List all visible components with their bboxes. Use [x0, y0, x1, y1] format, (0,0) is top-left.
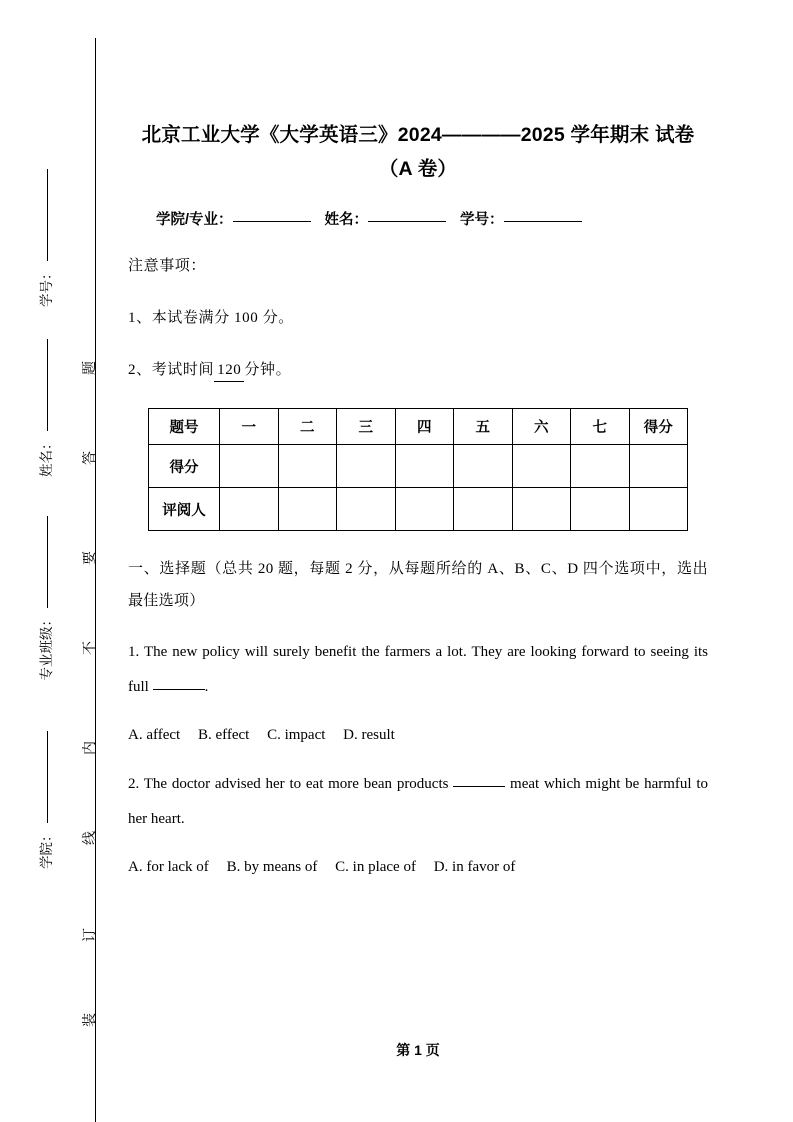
question-1-stem-after: . [204, 679, 209, 695]
margin-student-info-column [22, 0, 68, 1122]
grader-cell[interactable] [278, 488, 337, 531]
college-major-blank[interactable] [233, 221, 311, 222]
question-2-option-a[interactable]: A. for lack of [128, 859, 209, 875]
margin-blank-class [47, 516, 48, 608]
question-1-option-a[interactable]: A. affect [128, 727, 181, 743]
table-row-grader [149, 488, 688, 531]
score-cell[interactable] [571, 445, 630, 488]
score-cell[interactable] [454, 445, 513, 488]
score-cell[interactable] [278, 445, 337, 488]
margin-slogan-char: 题 [83, 361, 98, 375]
score-table-header-cell: 二 [278, 409, 337, 445]
grader-cell[interactable] [629, 488, 688, 531]
student-id-label: 学号： [460, 212, 504, 228]
score-table-header-cell: 五 [454, 409, 513, 445]
question-1-options [128, 721, 708, 749]
score-cell[interactable] [395, 445, 454, 488]
grader-cell[interactable] [337, 488, 396, 531]
score-table [148, 408, 688, 531]
margin-slogan-char: 装 [83, 1013, 98, 1027]
question-1-option-d[interactable]: D. result [343, 727, 395, 743]
grader-row-label: 评阅人 [149, 488, 220, 531]
score-cell[interactable] [337, 445, 396, 488]
score-row-label: 得分 [149, 445, 220, 488]
margin-label-class-text: 专业班级： [39, 612, 54, 681]
page-title-line2: 试卷（A 卷） [378, 124, 695, 180]
note-item-1 [128, 307, 708, 329]
grader-cell[interactable] [512, 488, 571, 531]
margin-label-name [35, 303, 55, 513]
name-label: 姓名： [324, 212, 369, 228]
student-id-blank[interactable] [504, 221, 582, 222]
exam-duration-value: 120 [214, 359, 244, 382]
score-table-header-cell: 一 [220, 409, 279, 445]
grader-cell[interactable] [454, 488, 513, 531]
student-info-line [128, 208, 708, 229]
question-2-option-b[interactable]: B. by means of [226, 859, 318, 875]
score-table-header-cell: 四 [395, 409, 454, 445]
score-table-header-cell: 得分 [629, 409, 688, 445]
margin-slogan-char: 线 [83, 831, 98, 845]
margin-slogan-char: 要 [83, 551, 98, 565]
section-heading-1: 一、选择题（总共 20 题，每题 2 分，从每题所给的 A、B、C、D 四个选项中，选出最佳选项） [128, 561, 708, 609]
score-table-header-cell: 六 [512, 409, 571, 445]
margin-label-student-id-text: 学号： [39, 266, 54, 307]
margin-blank-student-id [47, 169, 48, 261]
question-2-option-c[interactable]: C. in place of [335, 859, 416, 875]
score-table-header-cell: 七 [571, 409, 630, 445]
page-footer: 第 1 页 [396, 1042, 440, 1058]
notes-heading: 注意事项： [128, 258, 207, 274]
page-title [128, 0, 708, 186]
score-table-header-cell: 三 [337, 409, 396, 445]
table-row-header [149, 409, 688, 445]
question-2-stem [128, 767, 708, 837]
note-item-2-before: 2、考试时间 [128, 362, 215, 378]
note-item-2 [128, 359, 708, 382]
exam-page-body [128, 0, 708, 1122]
margin-label-college-text: 学院： [39, 828, 54, 869]
grader-cell[interactable] [395, 488, 454, 531]
margin-label-class [35, 493, 55, 703]
margin-slogan-char: 答 [83, 451, 98, 465]
margin-slogan-char: 不 [83, 641, 98, 655]
question-2-stem-before: 2. The doctor advised her to eat more bean products [128, 776, 449, 792]
note-item-2-after: 分钟。 [244, 362, 292, 378]
question-1-option-b[interactable]: B. effect [197, 727, 250, 743]
question-1-blank[interactable] [153, 689, 205, 690]
question-2-options [128, 853, 708, 881]
question-1-option-c[interactable]: C. impact [267, 727, 326, 743]
question-1-stem-before: 1. The new policy will surely benefit the farmers a lot. They are looking forward to seeing its full [128, 644, 708, 695]
margin-label-name-text: 姓名： [39, 436, 54, 477]
question-2-stem-after: meat which might be harmful to her heart. [128, 776, 709, 827]
margin-blank-college [47, 731, 48, 823]
grader-cell[interactable] [571, 488, 630, 531]
margin-slogan-char: 内 [83, 741, 98, 755]
margin-slogan-char: 订 [83, 928, 98, 942]
score-cell[interactable] [220, 445, 279, 488]
table-row-score [149, 445, 688, 488]
question-1-stem [128, 635, 708, 705]
score-cell[interactable] [629, 445, 688, 488]
grader-cell[interactable] [220, 488, 279, 531]
margin-slogan-column [66, 0, 112, 1122]
note-item-1-text: 1、本试卷满分 100 分。 [128, 310, 294, 326]
score-cell[interactable] [512, 445, 571, 488]
question-2-option-d[interactable]: D. in favor of [433, 859, 516, 875]
margin-label-college [35, 695, 55, 905]
name-blank[interactable] [368, 221, 446, 222]
score-table-header-cell: 题号 [149, 409, 220, 445]
page-title-line1: 北京工业大学《大学英语三》2024————2025 学年期末 [141, 124, 650, 146]
question-2-blank[interactable] [453, 786, 505, 787]
margin-blank-name [47, 339, 48, 431]
college-major-label: 学院/专业： [156, 212, 233, 228]
